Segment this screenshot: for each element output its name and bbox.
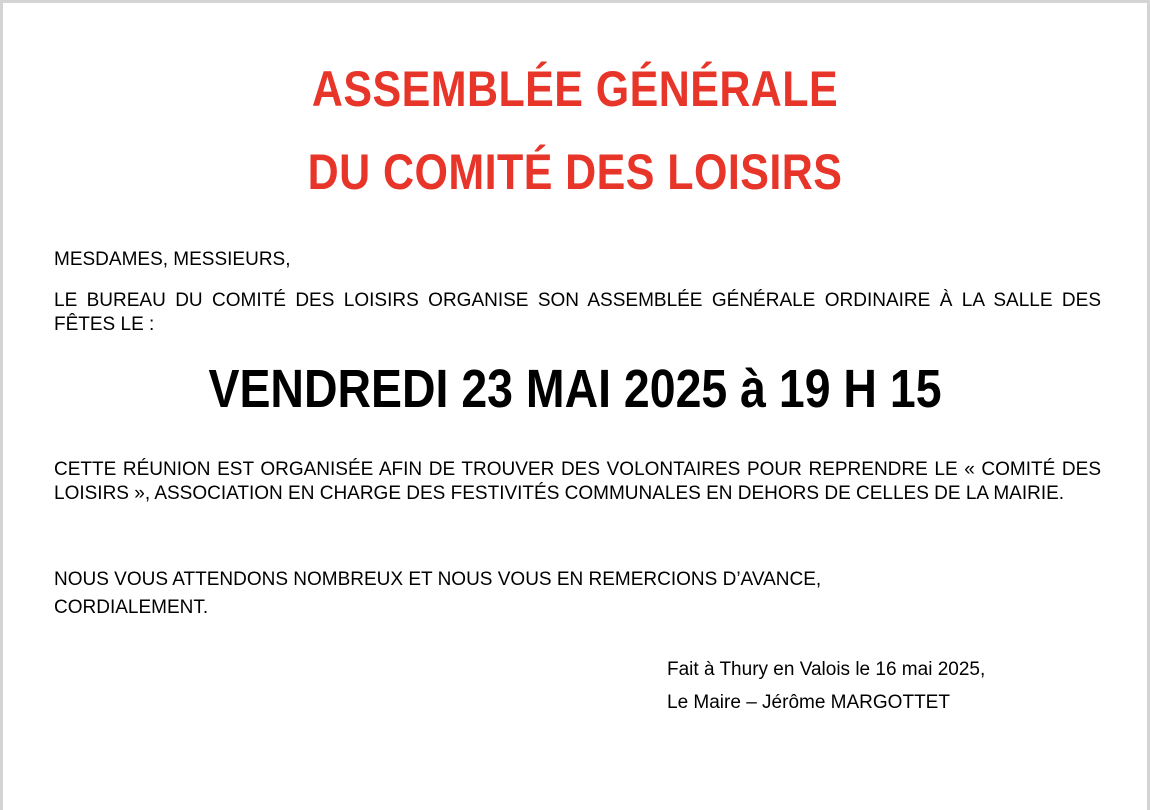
- title-line-2: DU COMITÉ DES LOISIRS: [307, 144, 843, 200]
- closing: CORDIALEMENT.: [54, 597, 209, 618]
- paragraph-intro: LE BUREAU DU COMITÉ DES LOISIRS ORGANISE SON ASSEMBLÉE GÉNÉRALE ORDINAIRE À LA SALLE DES FÊTES LE :: [54, 290, 1101, 335]
- event-date: VENDREDI 23 MAI 2025 à 19 H 15: [208, 359, 942, 419]
- paragraph-thanks: NOUS VOUS ATTENDONS NOMBREUX ET NOUS VOUS EN REMERCIONS D’AVANCE,: [54, 569, 822, 590]
- paragraph-purpose: CETTE RÉUNION EST ORGANISÉE AFIN DE TROUVER DES VOLONTAIRES POUR REPRENDRE LE « COMITÉ DES LOISIRS », ASSOCIATION EN CHARGE DES FESTIVITÉS COMMUNALES EN DEHORS DE CELLES DE LA MAIRIE.: [54, 459, 1101, 504]
- title-line-1: ASSEMBLÉE GÉNÉRALE: [311, 61, 839, 117]
- salutation: MESDAMES, MESSIEURS,: [54, 249, 291, 270]
- signature-name: Le Maire – Jérôme MARGOTTET: [667, 692, 950, 713]
- signature-place-date: Fait à Thury en Valois le 16 mai 2025,: [667, 659, 986, 680]
